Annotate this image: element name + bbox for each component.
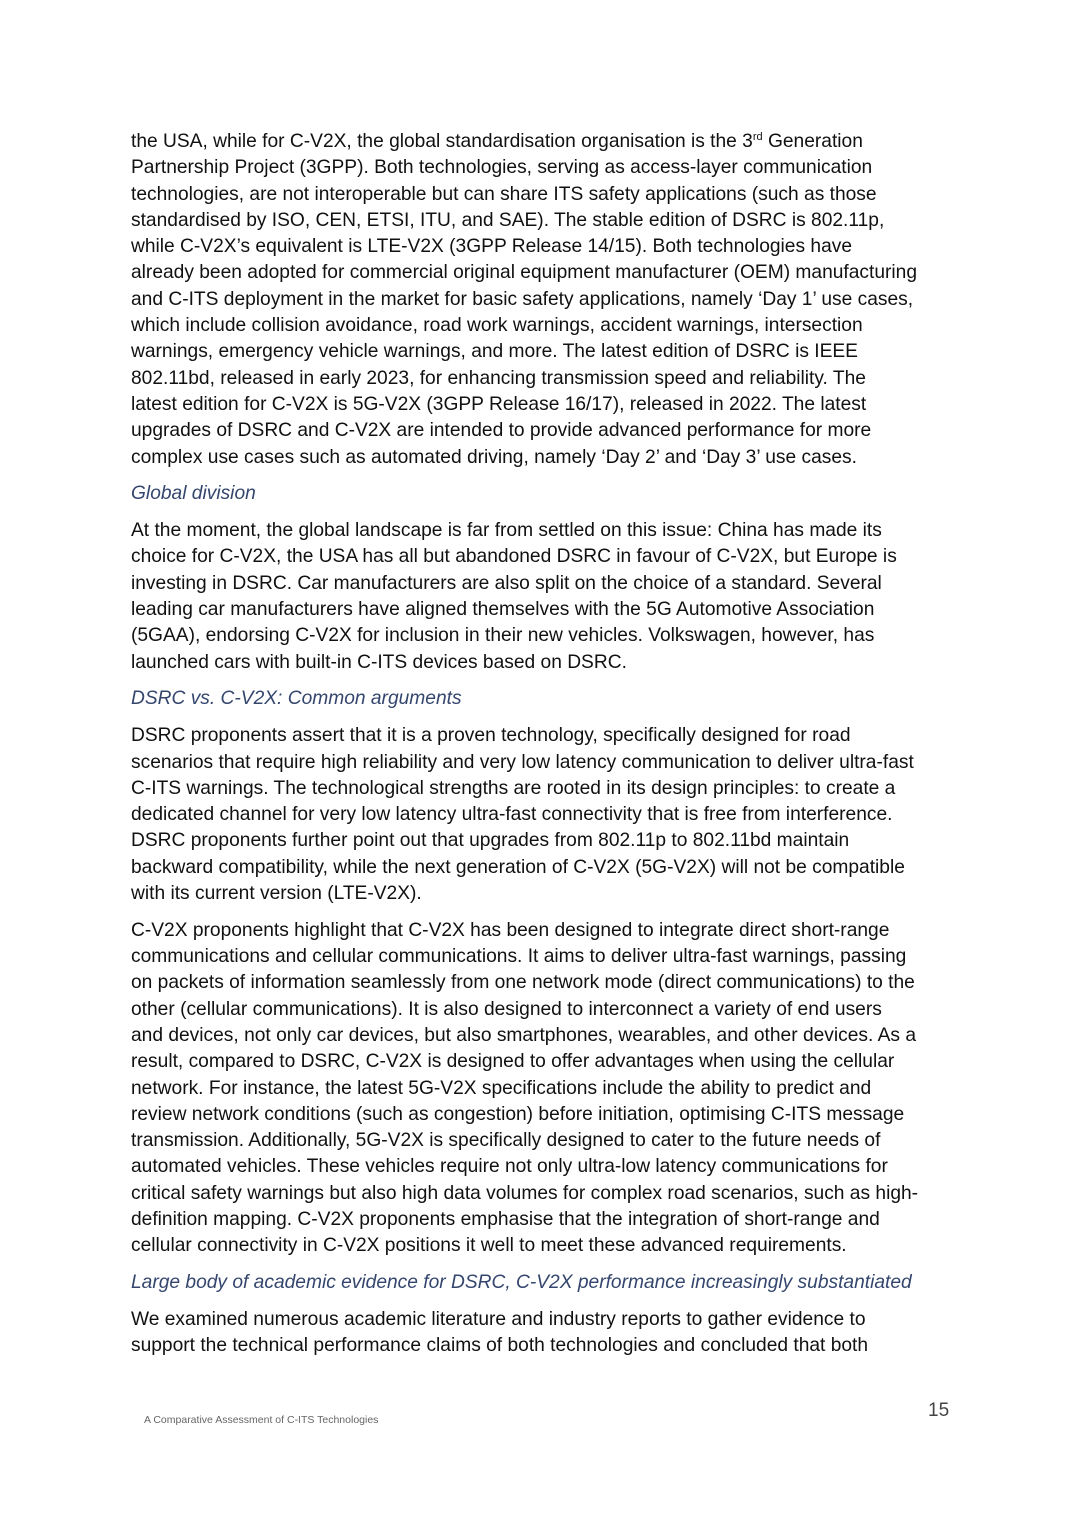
text-line: complex use cases such as automated driving, namely ‘Day 2’ and ‘Day 3’ use cases.: [131, 446, 857, 468]
text-line: C-ITS warnings. The technological strengths are rooted in its design principles: to create a: [131, 777, 896, 799]
text-line: on packets of information seamlessly from one network mode (direct communications) to the: [131, 972, 915, 994]
text-line: upgrades of DSRC and C-V2X are intended to provide advanced performance for more: [131, 420, 872, 442]
paragraph: [131, 918, 961, 1260]
text-line: review network conditions (such as congestion) before initiation, optimising C-ITS message: [131, 1103, 905, 1125]
text-line: definition mapping. C-V2X proponents emphasise that the integration of short-range and: [131, 1209, 880, 1231]
text-line: cellular connectivity in C-V2X positions it well to meet these advanced requirements.: [131, 1235, 847, 1257]
text-fragment: Generation: [762, 131, 863, 152]
section-heading: DSRC vs. C-V2X: Common arguments: [131, 688, 462, 710]
text-line: launched cars with built-in C-ITS devices based on DSRC.: [131, 651, 627, 673]
section-heading: Global division: [131, 483, 256, 505]
text-line: warnings, emergency vehicle warnings, and more. The latest edition of DSRC is IEEE: [131, 341, 858, 363]
text-fragment: the USA, while for C-V2X, the global standardisation organisation is the 3: [131, 131, 753, 152]
footer-title: A Comparative Assessment of C-ITS Technologies: [144, 1414, 379, 1426]
text-line: technologies, are not interoperable but can share ITS safety applications (such as those: [131, 183, 877, 205]
text-line: (5GAA), endorsing C-V2X for inclusion in their new vehicles. Volkswagen, however, has: [131, 625, 875, 647]
text-line: Partnership Project (3GPP). Both technologies, serving as access-layer communication: [131, 157, 873, 179]
text-line: choice for C-V2X, the USA has all but abandoned DSRC in favour of C-V2X, but Europe is: [131, 546, 897, 568]
text-line: scenarios that require high reliability and very low latency communication to deliver ultra-fast: [131, 751, 914, 773]
text-line: 802.11bd, released in early 2023, for enhancing transmission speed and reliability. The: [131, 367, 866, 389]
paragraph: [131, 1307, 961, 1360]
text-line: latest edition for C-V2X is 5G-V2X (3GPP Release 16/17), released in 2022. The latest: [131, 393, 867, 415]
text-line: We examined numerous academic literature and industry reports to gather evidence to: [131, 1308, 866, 1330]
text-line: while C-V2X’s equivalent is LTE-V2X (3GPP Release 14/15). Both technologies have: [131, 236, 853, 258]
page-number: 15: [928, 1400, 950, 1421]
text-line: [131, 129, 961, 155]
text-line: already been adopted for commercial original equipment manufacturer (OEM) manufacturing: [131, 262, 918, 284]
document-body: [131, 129, 961, 1370]
paragraph: [131, 518, 961, 676]
text-line: DSRC proponents further point out that upgrades from 802.11p to 802.11bd maintain: [131, 830, 850, 852]
text-line: result, compared to DSRC, C-V2X is designed to offer advantages when using the cellular: [131, 1051, 895, 1073]
text-line: with its current version (LTE-V2X).: [131, 883, 422, 905]
text-line: other (cellular communications). It is also designed to interconnect a variety of end users: [131, 998, 882, 1020]
text-line: At the moment, the global landscape is far from settled on this issue: China has made its: [131, 520, 882, 542]
text-line: which include collision avoidance, road work warnings, accident warnings, intersection: [131, 315, 863, 337]
text-line: automated vehicles. These vehicles require not only ultra-low latency communications for: [131, 1156, 888, 1178]
text-line: dedicated channel for very low latency ultra-fast connectivity that is free from interference.: [131, 804, 893, 826]
text-line: DSRC proponents assert that it is a proven technology, specifically designed for road: [131, 725, 851, 747]
text-line: standardised by ISO, CEN, ETSI, ITU, and SAE). The stable edition of DSRC is 802.11p,: [131, 209, 885, 231]
text-line: and C-ITS deployment in the market for basic safety applications, namely ‘Day 1’ use cases,: [131, 288, 914, 310]
text-line: backward compatibility, while the next generation of C-V2X (5G-V2X) will not be compatible: [131, 856, 905, 878]
text-line: critical safety warnings but also high data volumes for complex road scenarios, such as high-: [131, 1182, 919, 1204]
text-line: transmission. Additionally, 5G-V2X is specifically designed to cater to the future needs of: [131, 1130, 881, 1152]
text-line: leading car manufacturers have aligned themselves with the 5G Automotive Association: [131, 599, 875, 621]
text-line: support the technical performance claims of both technologies and concluded that both: [131, 1335, 869, 1357]
text-line: and devices, not only car devices, but also smartphones, wearables, and other devices. As a: [131, 1025, 917, 1046]
section-heading: Large body of academic evidence for DSRC, C-V2X performance increasingly substantiated: [131, 1272, 912, 1294]
paragraph: [131, 129, 961, 471]
text-line: investing in DSRC. Car manufacturers are also split on the choice of a standard. Several: [131, 572, 882, 594]
superscript: rd: [752, 131, 763, 143]
text-line: communications and cellular communications. It aims to deliver ultra-fast warnings, passing: [131, 946, 907, 968]
text-line: network. For instance, the latest 5G-V2X specifications include the ability to predict and: [131, 1077, 872, 1099]
text-line: C-V2X proponents highlight that C-V2X has been designed to integrate direct short-range: [131, 919, 890, 941]
paragraph: [131, 723, 961, 907]
